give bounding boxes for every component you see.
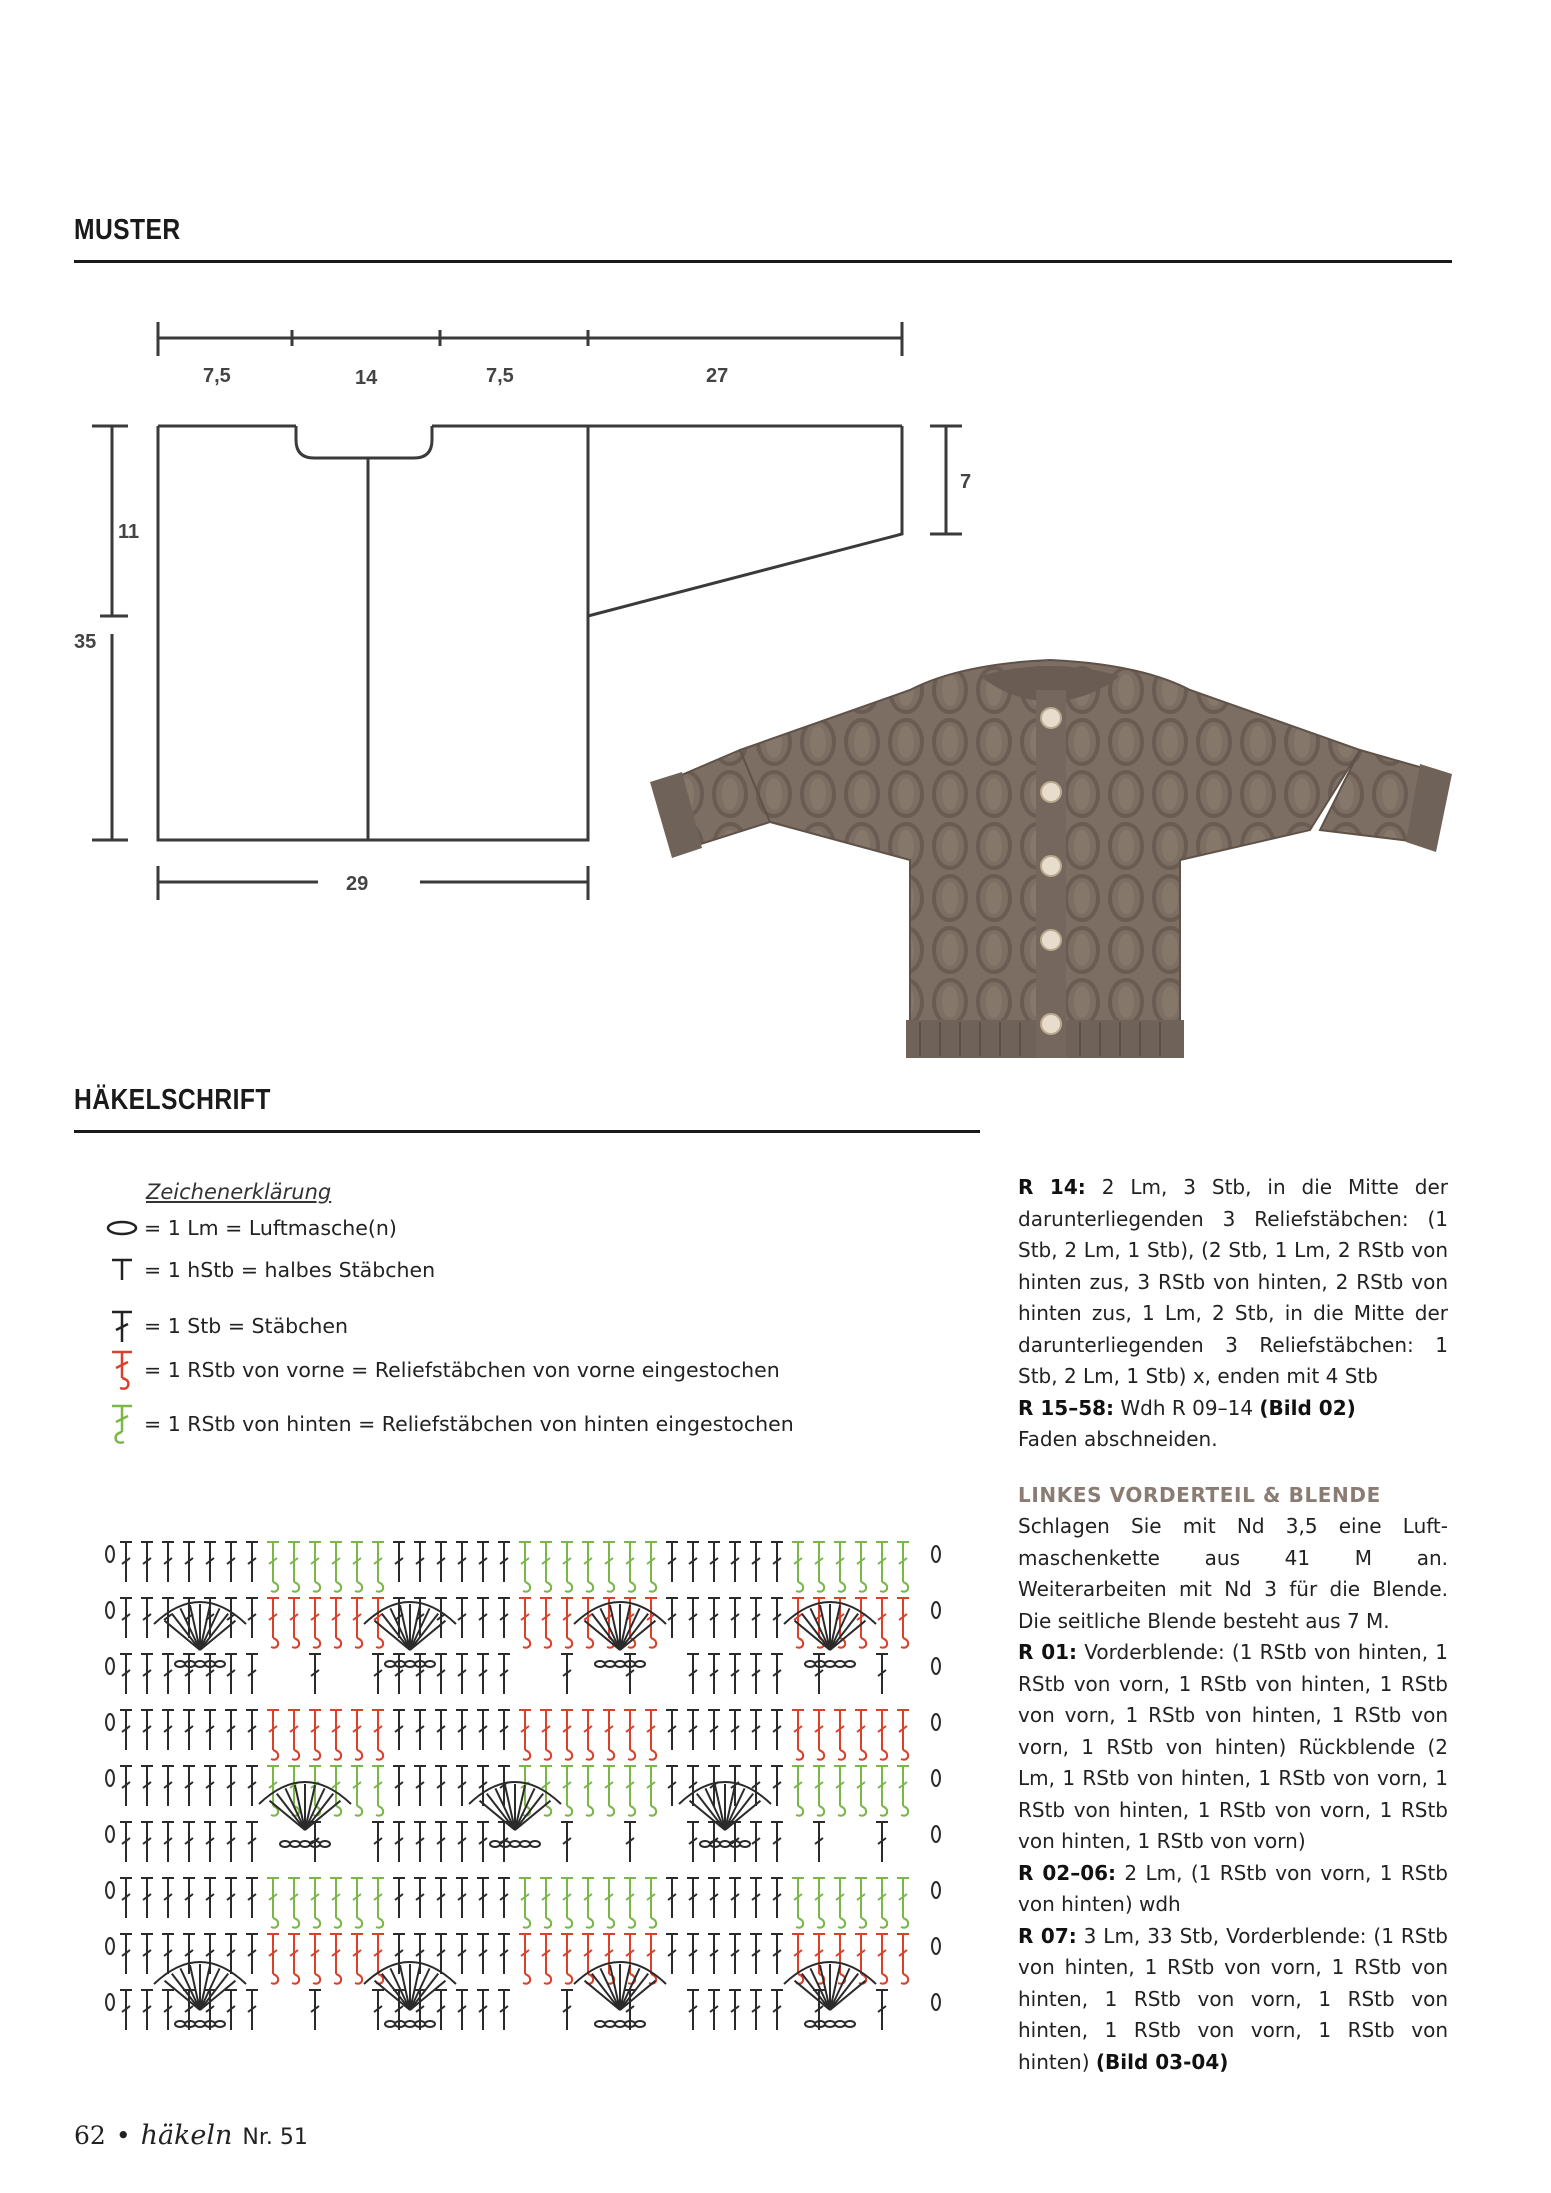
- chain-edge: [932, 1602, 940, 1618]
- stitch-symbol: [901, 1750, 908, 1760]
- stitch-symbol: [523, 1750, 530, 1760]
- stitch-symbol: [838, 1750, 845, 1760]
- legend-text-fpdc: = 1 RStb von vorne = Reliefstäbchen von vorne eingestochen: [144, 1358, 780, 1382]
- stitch-symbol: [607, 1750, 614, 1760]
- double-crochet-icon: [100, 1306, 144, 1346]
- stitch-symbol: [355, 1918, 362, 1928]
- instruction-r14: R 14: 2 Lm, 3 Stb, in die Mitte der darunterliegenden 3 Reliefstäbchen: (1 Stb, 2 Lm, 1 Stb), (2 Stb, 1 Lm, 2 RStb von hinten zus, 3 RStb von hinten, 2 RStb von hinten zus, 1 Lm, 2 Stb, in die Mitte der darunterliegenden 3 Reliefstäbchen: 1 Stb, 2 Lm, 1 Stb) x, enden mit 4 Stb: [1018, 1175, 1448, 1388]
- fan-chain: [510, 1841, 520, 1847]
- stitch-symbol: [859, 1806, 866, 1816]
- fan-chain: [595, 2021, 605, 2027]
- stitch-symbol: [901, 1806, 908, 1816]
- stitch-symbol: [796, 1582, 803, 1592]
- legend-text-hdc: = 1 hStb = halbes Stäbchen: [144, 1258, 436, 1282]
- stitch-symbol: [271, 1750, 278, 1760]
- fan-chain: [405, 2021, 415, 2027]
- fan-chain: [805, 2021, 815, 2027]
- stitch-symbol: [376, 1750, 383, 1760]
- legend-row-fpdc: [100, 1348, 780, 1392]
- crochet-chart: [100, 1530, 960, 2090]
- legend-text-bpdc: = 1 RStb von hinten = Reliefstäbchen von hinten eingestochen: [144, 1412, 794, 1436]
- muster-divider: [74, 260, 1452, 263]
- stitch-symbol: [334, 1750, 341, 1760]
- fan-chain: [805, 1661, 815, 1667]
- stitch-symbol: [859, 1918, 866, 1928]
- fan-chain: [195, 2021, 205, 2027]
- chain-edge: [106, 1546, 114, 1562]
- stitch-symbol: [355, 1974, 362, 1984]
- stitch-symbol: [565, 1974, 572, 1984]
- fan-chain: [605, 1661, 615, 1667]
- stitch-symbol: [859, 1750, 866, 1760]
- chain-edge: [932, 1714, 940, 1730]
- fan-chain: [175, 2021, 185, 2027]
- cardigan-photo: [620, 560, 1460, 1110]
- stitch-symbol: [376, 1638, 383, 1648]
- fan-chain: [385, 1661, 395, 1667]
- stitch-symbol: [880, 1582, 887, 1592]
- stitch-symbol: [565, 1750, 572, 1760]
- stitch-symbol: [649, 1638, 656, 1648]
- fan-chain: [490, 1841, 500, 1847]
- stitch-symbol: [880, 1806, 887, 1816]
- fan-chain: [635, 2021, 645, 2027]
- chain-stitch-icon: [100, 1208, 144, 1248]
- chain-edge: [932, 1546, 940, 1562]
- stitch-symbol: [271, 1974, 278, 1984]
- fan-chain: [290, 1841, 300, 1847]
- stitch-symbol: [586, 1582, 593, 1592]
- stitch-symbol: [796, 1638, 803, 1648]
- fan-chain: [215, 1661, 225, 1667]
- dim-top-4: 27: [706, 365, 729, 387]
- chain-edge: [932, 1770, 940, 1786]
- legend-row-bpdc: [100, 1402, 794, 1446]
- stitch-symbol: [817, 1582, 824, 1592]
- chain-edge: [106, 1938, 114, 1954]
- stitch-symbol: [586, 1750, 593, 1760]
- fan-chain: [615, 1661, 625, 1667]
- section-subheading: LINKES VORDERTEIL & BLENDE: [1018, 1482, 1381, 1507]
- fan-chain: [720, 1841, 730, 1847]
- stitch-symbol: [355, 1750, 362, 1760]
- chain-edge: [106, 1714, 114, 1730]
- fan-chain: [195, 1661, 205, 1667]
- stitch-symbol: [376, 1918, 383, 1928]
- stitch-symbol: [334, 1918, 341, 1928]
- instruction-cut: Faden abschneiden.: [1018, 1427, 1218, 1451]
- stitch-symbol: [880, 1750, 887, 1760]
- instruction-r01: R 01: Vorderblende: (1 RStb von hinten, 1 RStb von vorn, 1 RStb von hinten, 1 RStb von vorn, 1 RStb von hinten, 1 RStb von vorn, 1 RStb von hinten) Rückblende (2 Lm, 1 RStb von hinten, 1 RStb von vorn, 1 RStb von hinten, 1 RStb von vorn, 1 RStb von hinten, 1 RStb von vorn): [1018, 1640, 1448, 1853]
- front-post-dc-icon: [100, 1348, 144, 1392]
- fan-chain: [825, 1661, 835, 1667]
- stitch-symbol: [796, 1750, 803, 1760]
- dim-bottom: 29: [346, 873, 369, 895]
- half-double-crochet-icon: [100, 1250, 144, 1290]
- chain-edge: [106, 1602, 114, 1618]
- stitch-symbol: [334, 1974, 341, 1984]
- stitch-symbol: [334, 1638, 341, 1648]
- dim-top-3: 7,5: [486, 365, 514, 387]
- stitch-symbol: [649, 1918, 656, 1928]
- stitch-symbol: [586, 1806, 593, 1816]
- stitch-symbol: [859, 1582, 866, 1592]
- instruction-r02: R 02–06: 2 Lm, (1 RStb von vorn, 1 RStb von hinten) wdh: [1018, 1860, 1448, 1916]
- fan-chain: [530, 1841, 540, 1847]
- stitch-symbol: [607, 1582, 614, 1592]
- dim-right: 7: [960, 471, 972, 493]
- stitch-symbol: [565, 1582, 572, 1592]
- stitch-symbol: [859, 1638, 866, 1648]
- stitch-symbol: [544, 1750, 551, 1760]
- stitch-symbol: [817, 1918, 824, 1928]
- stitch-symbol: [523, 1582, 530, 1592]
- stitch-symbol: [313, 1974, 320, 1984]
- stitch-symbol: [649, 1750, 656, 1760]
- chain-edge: [932, 1882, 940, 1898]
- dim-top-2: 14: [355, 367, 378, 389]
- stitch-symbol: [292, 1918, 299, 1928]
- fan-chain: [845, 2021, 855, 2027]
- stitch-symbol: [817, 1750, 824, 1760]
- stitch-symbol: [334, 1806, 341, 1816]
- fan-chain: [520, 1841, 530, 1847]
- fan-chain: [740, 1841, 750, 1847]
- issue-number: Nr. 51: [242, 2125, 308, 2150]
- fan-chain: [405, 1661, 415, 1667]
- stitch-symbol: [565, 1638, 572, 1648]
- stitch-symbol: [901, 1638, 908, 1648]
- stitch-symbol: [901, 1974, 908, 1984]
- fan-chain: [300, 1841, 310, 1847]
- stitch-symbol: [544, 1582, 551, 1592]
- instruction-intro: Schlagen Sie mit Nd 3,5 eine Luftmaschenkette aus 41 M an. Weiterarbeiten mit Nd 3 für die Blende. Die seitliche Blende besteht aus 7 M.: [1018, 1514, 1448, 1633]
- stitch-symbol: [313, 1638, 320, 1648]
- stitch-symbol: [607, 1806, 614, 1816]
- legend-text-chain: = 1 Lm = Luftmasche(n): [144, 1216, 397, 1240]
- stitch-symbol: [544, 1974, 551, 1984]
- muster-heading: MUSTER: [74, 214, 181, 246]
- fan-chain: [280, 1841, 290, 1847]
- instruction-r07: R 07: 3 Lm, 33 Stb, Vorderblende: (1 RStb von hinten, 1 RStb von vorn, 1 RStb von hinten, 1 RStb von vorn, 1 RStb von hinten, 1 RStb von vorn, 1 RStb von hinten) (Bild 03-04): [1018, 1923, 1448, 2074]
- fan-chain: [605, 2021, 615, 2027]
- stitch-symbol: [292, 1750, 299, 1760]
- stitch-symbol: [901, 1918, 908, 1928]
- haekelschrift-divider: [74, 1130, 980, 1133]
- stitch-symbol: [649, 1582, 656, 1592]
- stitch-symbol: [628, 1806, 635, 1816]
- stitch-symbol: [796, 1806, 803, 1816]
- fan-chain: [320, 1841, 330, 1847]
- stitch-symbol: [376, 1582, 383, 1592]
- stitch-symbol: [292, 1974, 299, 1984]
- stitch-symbol: [292, 1638, 299, 1648]
- stitch-symbol: [838, 1582, 845, 1592]
- back-post-dc-icon: [100, 1402, 144, 1446]
- stitch-symbol: [796, 1918, 803, 1928]
- stitch-symbol: [355, 1582, 362, 1592]
- stitch-symbol: [544, 1638, 551, 1648]
- stitch-symbol: [523, 1974, 530, 1984]
- chain-edge: [106, 1882, 114, 1898]
- stitch-symbol: [880, 1638, 887, 1648]
- chain-edge: [932, 1826, 940, 1842]
- dim-left-inner: 11: [118, 521, 140, 543]
- stitch-symbol: [565, 1806, 572, 1816]
- stitch-symbol: [292, 1582, 299, 1592]
- stitch-symbol: [628, 1918, 635, 1928]
- instruction-r15: R 15–58: Wdh R 09–14 (Bild 02): [1018, 1395, 1356, 1420]
- stitch-symbol: [334, 1582, 341, 1592]
- fan-chain: [215, 2021, 225, 2027]
- chain-edge: [932, 1938, 940, 1954]
- stitch-symbol: [649, 1806, 656, 1816]
- fan-chain: [385, 2021, 395, 2027]
- chain-edge: [106, 1826, 114, 1842]
- chain-edge: [106, 1994, 114, 2010]
- fan-chain: [835, 2021, 845, 2027]
- haekelschrift-heading: HÄKELSCHRIFT: [74, 1084, 271, 1116]
- fan-chain: [835, 1661, 845, 1667]
- magazine-name: häkeln: [140, 2120, 233, 2151]
- stitch-symbol: [376, 1806, 383, 1816]
- stitch-symbol: [628, 1750, 635, 1760]
- stitch-symbol: [565, 1918, 572, 1928]
- stitch-symbol: [355, 1638, 362, 1648]
- chain-edge: [106, 1658, 114, 1674]
- chain-edge: [932, 1658, 940, 1674]
- stitch-symbol: [523, 1638, 530, 1648]
- stitch-symbol: [607, 1918, 614, 1928]
- stitch-symbol: [838, 1918, 845, 1928]
- stitch-symbol: [901, 1582, 908, 1592]
- page-footer: [74, 2120, 308, 2151]
- stitch-symbol: [628, 1582, 635, 1592]
- instructions-column: [1018, 1172, 1448, 2078]
- page-number: 62: [74, 2121, 106, 2150]
- stitch-symbol: [817, 1806, 824, 1816]
- stitch-symbol: [544, 1918, 551, 1928]
- stitch-symbol: [313, 1750, 320, 1760]
- dim-top-1: 7,5: [203, 365, 231, 387]
- legend-row-hdc: [100, 1250, 435, 1290]
- stitch-symbol: [271, 1918, 278, 1928]
- legend-row-chain: [100, 1208, 397, 1248]
- fan-chain: [425, 1661, 435, 1667]
- dim-left-outer: 35: [74, 631, 97, 653]
- legend-title: Zeichenerklärung: [146, 1180, 332, 1204]
- stitch-symbol: [880, 1974, 887, 1984]
- fan-chain: [825, 2021, 835, 2027]
- stitch-symbol: [355, 1806, 362, 1816]
- stitch-symbol: [313, 1582, 320, 1592]
- stitch-symbol: [523, 1918, 530, 1928]
- stitch-symbol: [880, 1918, 887, 1928]
- fan-chain: [595, 1661, 605, 1667]
- stitch-symbol: [586, 1918, 593, 1928]
- fan-chain: [425, 2021, 435, 2027]
- legend-row-dc: [100, 1306, 348, 1346]
- stitch-symbol: [586, 1638, 593, 1648]
- fan-chain: [635, 1661, 645, 1667]
- legend-text-dc: = 1 Stb = Stäbchen: [144, 1314, 349, 1338]
- fan-chain: [845, 1661, 855, 1667]
- stitch-symbol: [271, 1582, 278, 1592]
- fan-chain: [700, 1841, 710, 1847]
- stitch-symbol: [271, 1638, 278, 1648]
- chain-edge: [932, 1994, 940, 2010]
- fan-chain: [615, 2021, 625, 2027]
- chain-edge: [106, 1770, 114, 1786]
- fan-chain: [175, 1661, 185, 1667]
- stitch-symbol: [544, 1806, 551, 1816]
- footer-bullet: •: [115, 2121, 131, 2150]
- stitch-symbol: [838, 1806, 845, 1816]
- stitch-symbol: [313, 1918, 320, 1928]
